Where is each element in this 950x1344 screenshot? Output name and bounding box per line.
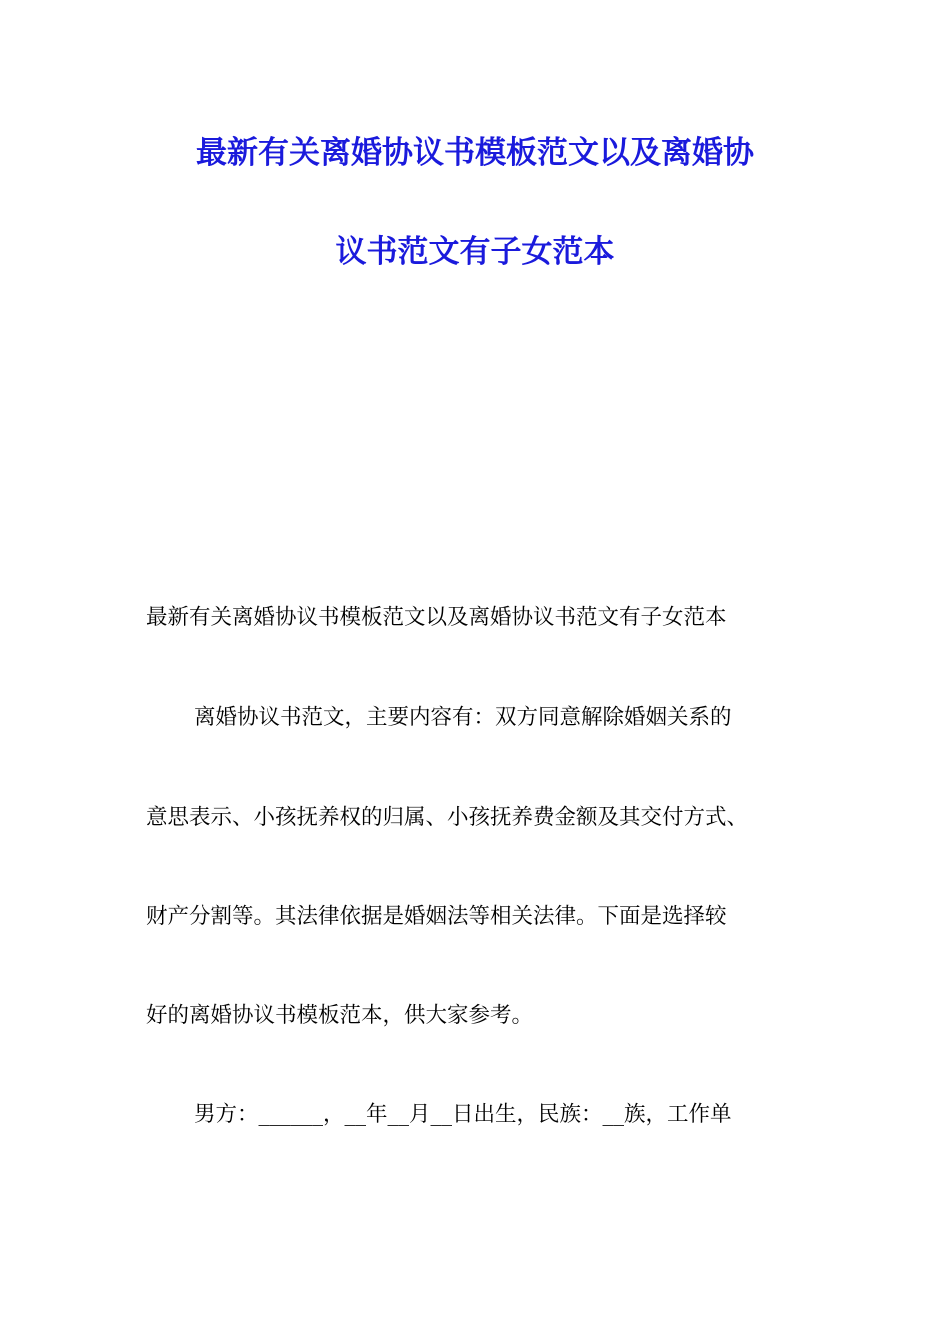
paragraph-1-line-1: 离婚协议书范文，主要内容有：双方同意解除婚姻关系的	[194, 705, 732, 730]
document-title-line-1: 最新有关离婚协议书模板范文以及离婚协	[196, 135, 754, 171]
paragraph-1-line-3: 财产分割等。其法律依据是婚姻法等相关法律。下面是选择较	[146, 904, 727, 929]
document-title-line-2: 议书范文有子女范本	[335, 234, 615, 270]
paragraph-1-line-2: 意思表示、小孩抚养权的归属、小孩抚养费金额及其交付方式、	[146, 805, 749, 830]
paragraph-2-line-1: 男方：______，__年__月__日出生，民族：__族，工作单	[194, 1102, 732, 1127]
paragraph-1-line-4: 好的离婚协议书模板范本，供大家参考。	[146, 1003, 534, 1028]
document-subtitle: 最新有关离婚协议书模板范文以及离婚协议书范文有子女范本	[146, 605, 727, 630]
